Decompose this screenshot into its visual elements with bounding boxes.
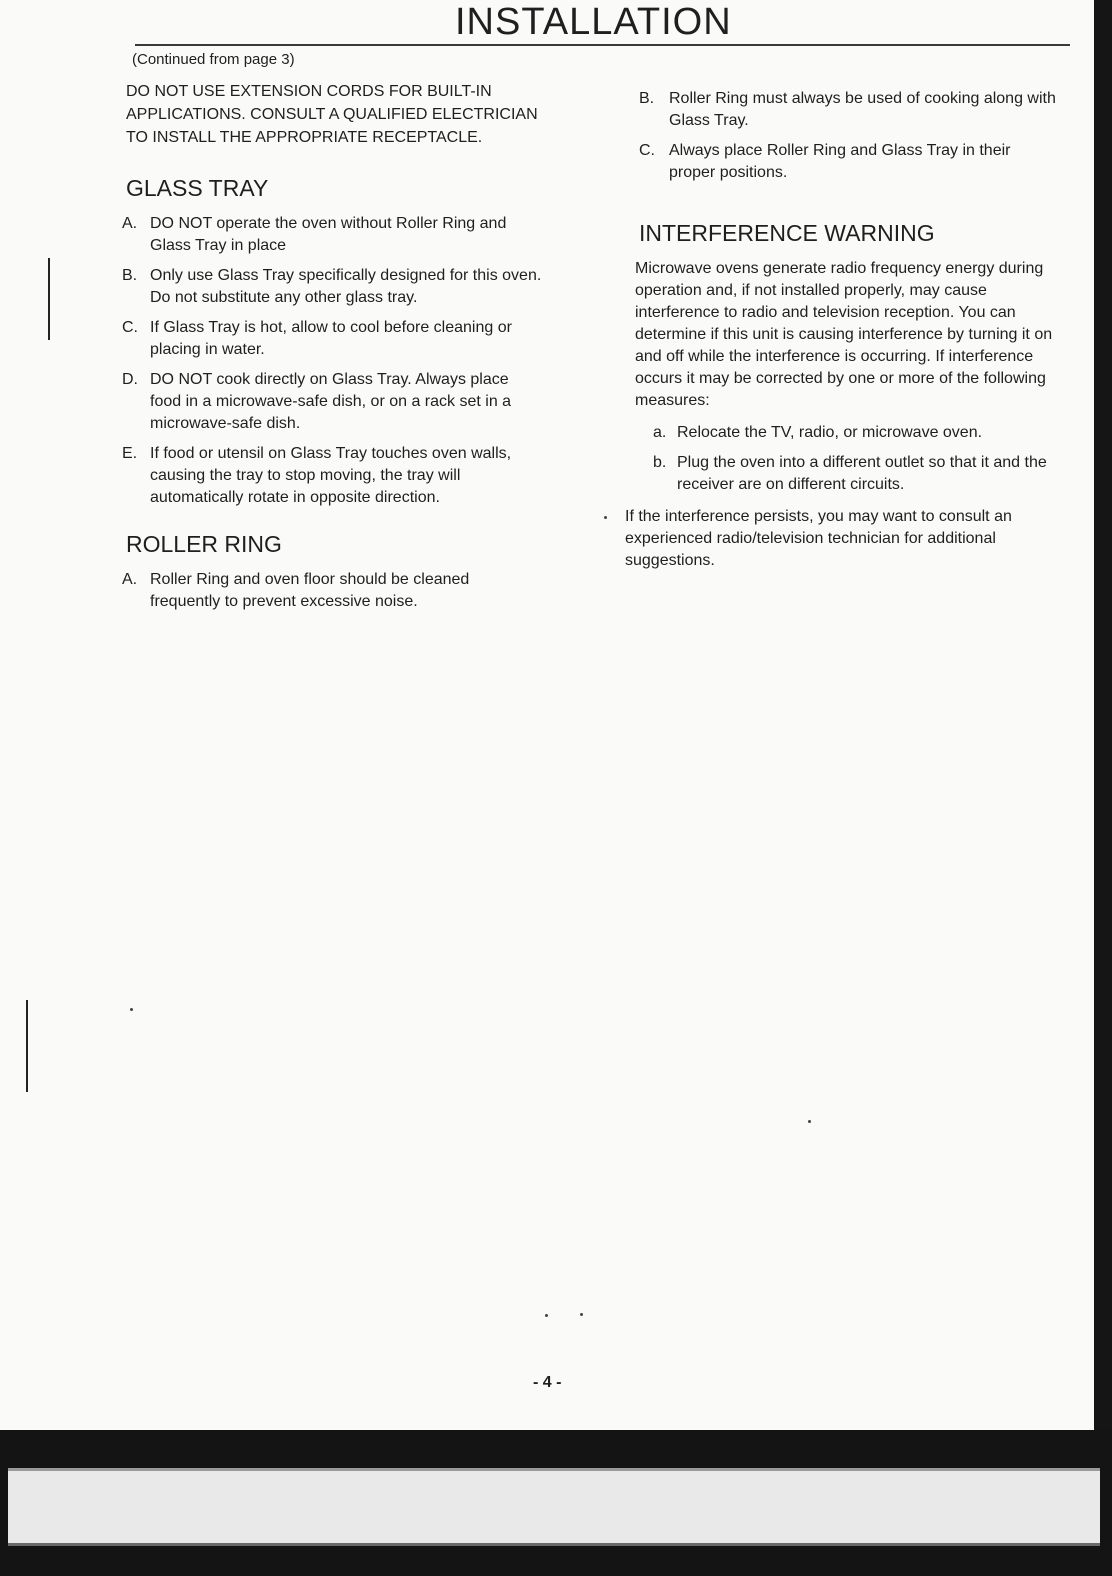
continued-note: (Continued from page 3)	[132, 51, 295, 68]
item-text: If Glass Tray is hot, allow to cool before cleaning or placing in water.	[150, 319, 512, 358]
margin-change-bar	[26, 1000, 28, 1092]
list-item	[112, 265, 542, 309]
item-marker: B.	[639, 90, 655, 107]
item-marker: E.	[122, 445, 138, 462]
list-item	[625, 452, 1060, 496]
page-number: - 4 -	[533, 1374, 562, 1391]
item-marker: B.	[122, 267, 138, 284]
item-marker: D.	[122, 371, 138, 388]
scan-edge-right	[1094, 0, 1112, 1576]
scan-speck	[545, 1314, 548, 1317]
page-heading: INSTALLATION	[455, 1, 732, 43]
interference-warning-title: INTERFERENCE WARNING	[639, 220, 935, 246]
heading-rule	[135, 44, 1070, 46]
scan-speck	[580, 1313, 583, 1316]
scan-speck	[808, 1120, 811, 1123]
item-text: Roller Ring must always be used of cooking along with Glass Tray.	[669, 90, 1056, 129]
list-item	[112, 317, 542, 361]
item-text: Always place Roller Ring and Glass Tray in their proper positions.	[669, 142, 1011, 181]
item-text: Relocate the TV, radio, or microwave oven.	[677, 424, 983, 441]
list-item	[112, 369, 542, 435]
item-marker: A.	[122, 571, 138, 588]
interference-measures	[625, 422, 1060, 496]
scanner-strip	[8, 1468, 1100, 1546]
roller-ring-list	[112, 569, 542, 613]
item-marker: b.	[653, 454, 667, 471]
item-text: DO NOT cook directly on Glass Tray. Always place food in a microwave-safe dish, or on a rack set in a microwave-safe dish.	[150, 371, 512, 432]
margin-change-bar	[48, 258, 50, 340]
extension-cord-warning: DO NOT USE EXTENSION CORDS FOR BUILT-IN APPLICATIONS. CONSULT A QUALIFIED ELECTRICIAN TO INSTALL THE APPROPRIATE RECEPTACLE.	[126, 83, 538, 146]
scan-speck	[130, 1008, 133, 1011]
roller-ring-title: ROLLER RING	[126, 531, 282, 557]
list-item	[112, 569, 542, 613]
item-text: Plug the oven into a different outlet so that it and the receiver are on different circuits.	[677, 454, 1047, 493]
list-item	[625, 88, 1060, 132]
item-text: Only use Glass Tray specifically designed for this oven. Do not substitute any other glass tray.	[150, 267, 542, 306]
item-marker: a.	[653, 424, 667, 441]
interference-intro: Microwave ovens generate radio frequency energy during operation and, if not installed properly, may cause interference to radio and television reception. You can determine if this unit is causing interference by turning it on and off while the interference is occurring. If interference occurs it may be corrected by one or more of the following measures:	[635, 260, 1053, 409]
list-item	[112, 443, 542, 509]
item-text: If food or utensil on Glass Tray touches oven walls, causing the tray to stop moving, the tray will automatically rotate in opposite direction.	[150, 445, 512, 506]
glass-tray-title: GLASS TRAY	[126, 175, 269, 201]
item-text: Roller Ring and oven floor should be cleaned frequently to prevent excessive noise.	[150, 571, 470, 610]
item-marker: C.	[122, 319, 138, 336]
interference-closing: If the interference persists, you may want to consult an experienced radio/television technician for additional suggestions.	[625, 508, 1012, 569]
item-marker: C.	[639, 142, 655, 159]
glass-tray-list	[112, 213, 542, 509]
roller-ring-continued-list	[625, 88, 1060, 184]
list-item	[625, 422, 1060, 444]
list-item	[625, 140, 1060, 184]
item-text: DO NOT operate the oven without Roller Ring and Glass Tray in place	[150, 215, 507, 254]
item-marker: A.	[122, 215, 138, 232]
left-column	[112, 50, 542, 633]
scan-speck	[604, 516, 607, 519]
right-column	[625, 88, 1060, 582]
list-item	[112, 213, 542, 257]
